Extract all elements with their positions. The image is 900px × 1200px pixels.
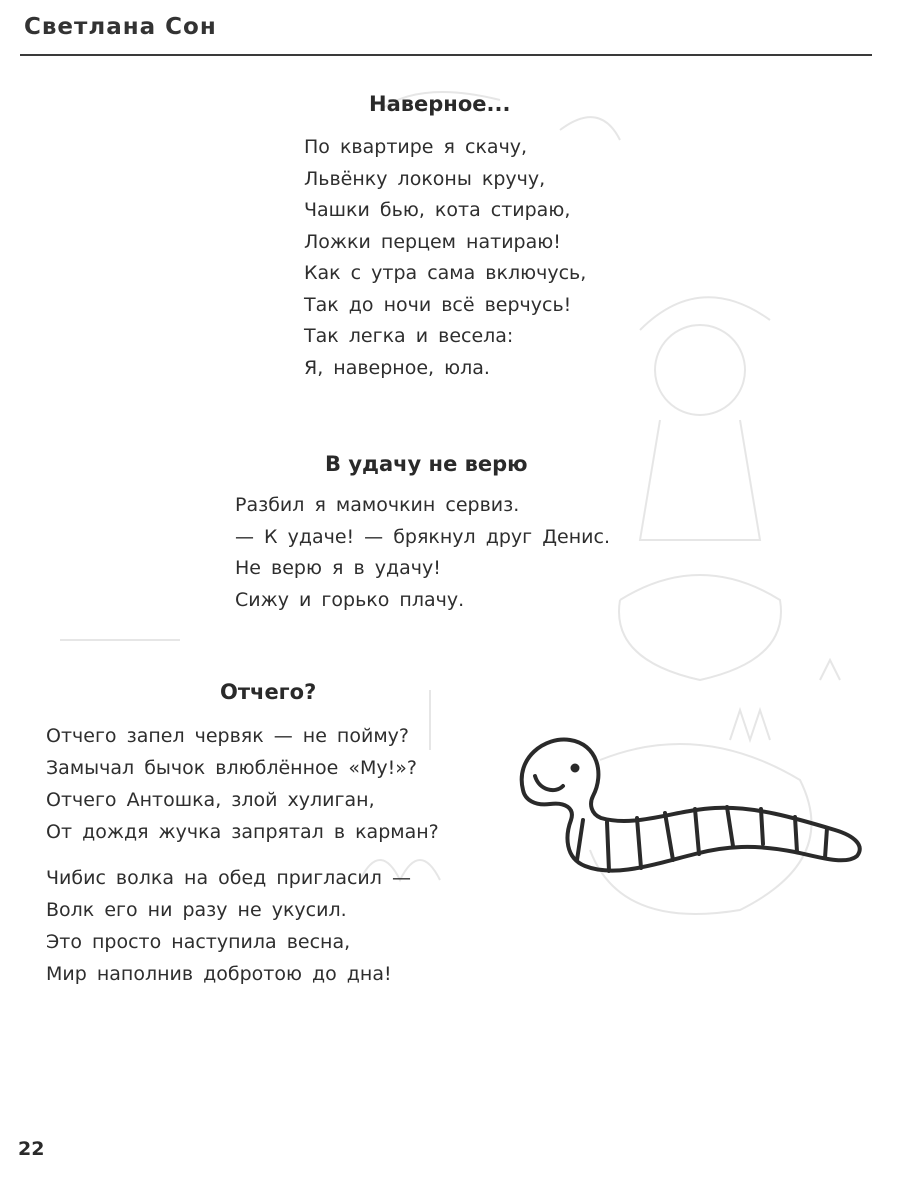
poem-line: Замычал бычок влюблённое «Му!»? [46, 757, 417, 779]
poem-text [235, 490, 610, 616]
poem-line: — К удаче! — брякнул друг Денис. [235, 525, 610, 548]
poem-line: Сижу и горько плачу. [235, 588, 465, 611]
poem-line: Так до ночи всё верчусь! [304, 293, 572, 316]
header-divider [20, 54, 872, 56]
poem-title: В удачу не верю [325, 452, 528, 476]
poem-line: Не верю я в удачу! [235, 557, 441, 579]
poem-line: Отчего Антошка, злой хулиган, [46, 789, 375, 811]
poem-stanza [46, 720, 439, 848]
poem-line: Ложки перцем натираю! [304, 230, 561, 253]
poem-line: Это просто наступила весна, [46, 931, 351, 953]
poem-line: Разбил я мамочкин сервиз. [235, 494, 520, 516]
poem-line: Как с утра сама включусь, [304, 262, 587, 284]
poem-text [304, 132, 586, 384]
poem-line: Львёнку локоны кручу, [304, 167, 546, 190]
poem-line: По квартире я скачу, [304, 136, 528, 158]
poem-line: Чибис волка на обед пригласил — [46, 867, 411, 889]
author-name: Светлана Сон [24, 14, 217, 40]
poem-line: Чашки бью, кота стираю, [304, 199, 571, 221]
poem-stanza [46, 862, 411, 990]
poem-line: Волк его ни разу не укусил. [46, 899, 347, 921]
poem-line: Так легка и весела: [304, 325, 514, 347]
poem-line: Я, наверное, юла. [304, 356, 490, 379]
poem-line: Мир наполнив добротою до дна! [46, 963, 392, 985]
poem-title: Отчего? [220, 680, 317, 704]
poem-line: Отчего запел червяк — не пойму? [46, 725, 409, 747]
poem-line: От дождя жучка запрятал в карман? [46, 821, 439, 843]
page-number: 22 [18, 1138, 45, 1160]
worm-illustration [505, 728, 875, 883]
poem-title: Наверное... [369, 92, 511, 116]
